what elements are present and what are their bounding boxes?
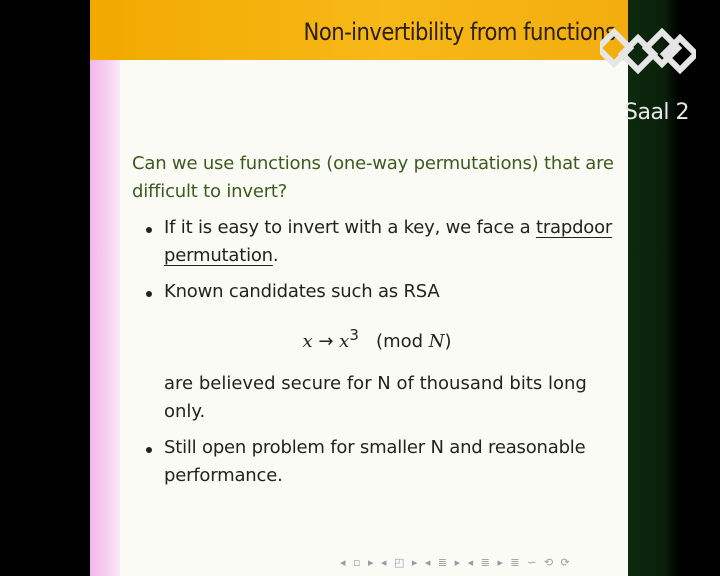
conference-logo-icon <box>600 28 696 88</box>
bullet-rsa <box>132 278 622 306</box>
left-letterbox <box>0 0 90 576</box>
bullet-open-problem <box>132 434 622 490</box>
bullet-dot-icon <box>146 447 152 453</box>
slide-content <box>132 150 622 490</box>
bullet1-period: . <box>272 245 279 266</box>
intro-question: Can we use functions (one-way permutations) that are difficult to invert? <box>132 153 614 202</box>
slide-title: Non-invertibility from functions <box>303 18 616 46</box>
logo-label: Saal 2 <box>624 100 690 125</box>
formula-close: ) <box>444 331 452 352</box>
slide-header <box>90 0 628 60</box>
trapdoor-term: trapdoor permutation <box>164 217 613 266</box>
bullet-trapdoor <box>132 214 622 270</box>
bullet2-continuation: are believed secure for N of thousand bits long only. <box>164 373 587 422</box>
formula-mod: (mod <box>376 331 429 352</box>
beamer-navigation[interactable]: ◂ ▫ ▸ ◂ ◰ ▸ ◂ ≣ ▸ ◂ ≣ ▸ ≣ ∽ ⟲ ⟳ <box>340 556 572 569</box>
sidebar-strip <box>90 60 120 576</box>
slide <box>90 0 628 576</box>
formula-modulus: N <box>428 331 445 352</box>
bullet2-text: Known candidates such as RSA <box>164 281 440 302</box>
formula-lhs: x <box>302 331 313 352</box>
formula-rhs: x <box>339 331 350 352</box>
rsa-formula <box>132 326 622 352</box>
bullet3-text: Still open problem for smaller N and reasonable performance. <box>164 437 586 486</box>
formula-arrow: → <box>318 331 334 352</box>
formula-exponent: 3 <box>349 326 359 344</box>
bullet1-text: If it is easy to invert with a key, we face a <box>164 217 536 238</box>
bullet-dot-icon <box>146 227 152 233</box>
bullet-dot-icon <box>146 291 152 297</box>
